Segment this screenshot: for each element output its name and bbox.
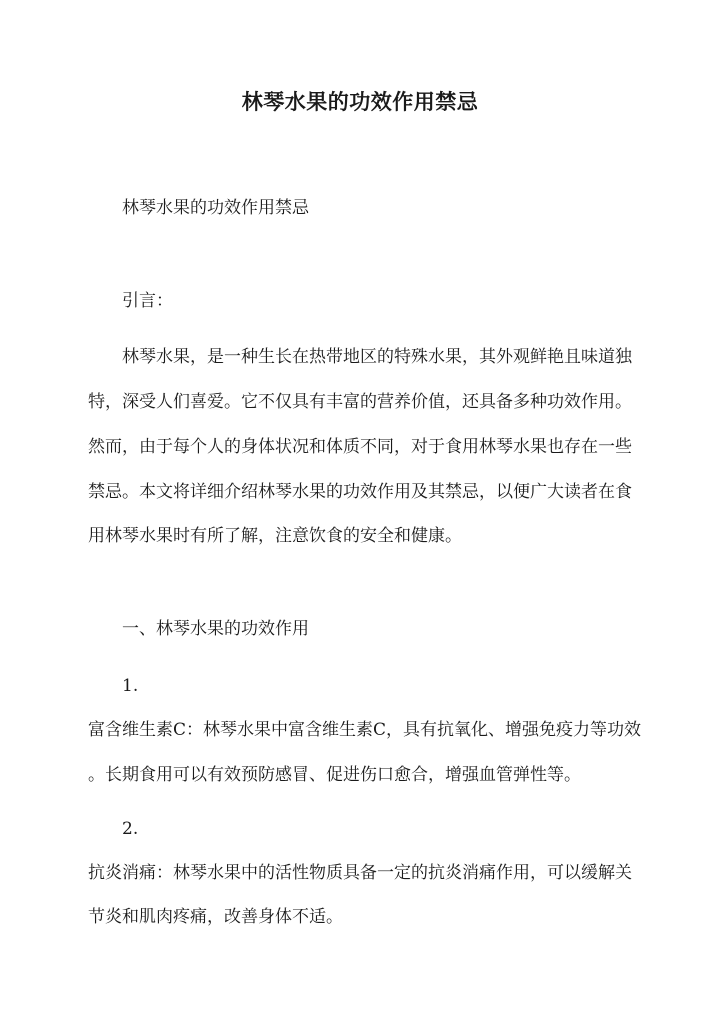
- section1-heading: 一、林琴水果的功效作用: [122, 619, 309, 639]
- subtitle: 林琴水果的功效作用禁忌: [122, 198, 309, 218]
- intro-heading: 引言：: [122, 291, 173, 311]
- item1-line: 富含维生素C：林琴水果中富含维生素C，具有抗氧化、增强免疫力等功效: [88, 720, 642, 740]
- item1-line: 。长期食用可以有效预防感冒、促进伤口愈合，增强血管弹性等。: [88, 765, 581, 785]
- intro-line: 林琴水果，是一种生长在热带地区的特殊水果，其外观鲜艳且味道独: [122, 347, 632, 367]
- item2-line: 节炎和肌肉疼痛，改善身体不适。: [88, 907, 343, 927]
- item1-number: 1.: [122, 676, 139, 696]
- item2-line: 抗炎消痛：林琴水果中的活性物质具备一定的抗炎消痛作用，可以缓解关: [88, 863, 632, 883]
- intro-line: 特，深受人们喜爱。它不仅具有丰富的营养价值，还具备多种功效作用。: [88, 392, 632, 412]
- item2-number: 2.: [122, 819, 139, 839]
- intro-line: 用林琴水果时有所了解，注意饮食的安全和健康。: [88, 526, 462, 546]
- document-title: 林琴水果的功效作用禁忌: [241, 89, 479, 114]
- intro-line: 禁忌。本文将详细介绍林琴水果的功效作用及其禁忌，以便广大读者在食: [88, 482, 632, 502]
- intro-line: 然而，由于每个人的身体状况和体质不同，对于食用林琴水果也存在一些: [88, 437, 632, 457]
